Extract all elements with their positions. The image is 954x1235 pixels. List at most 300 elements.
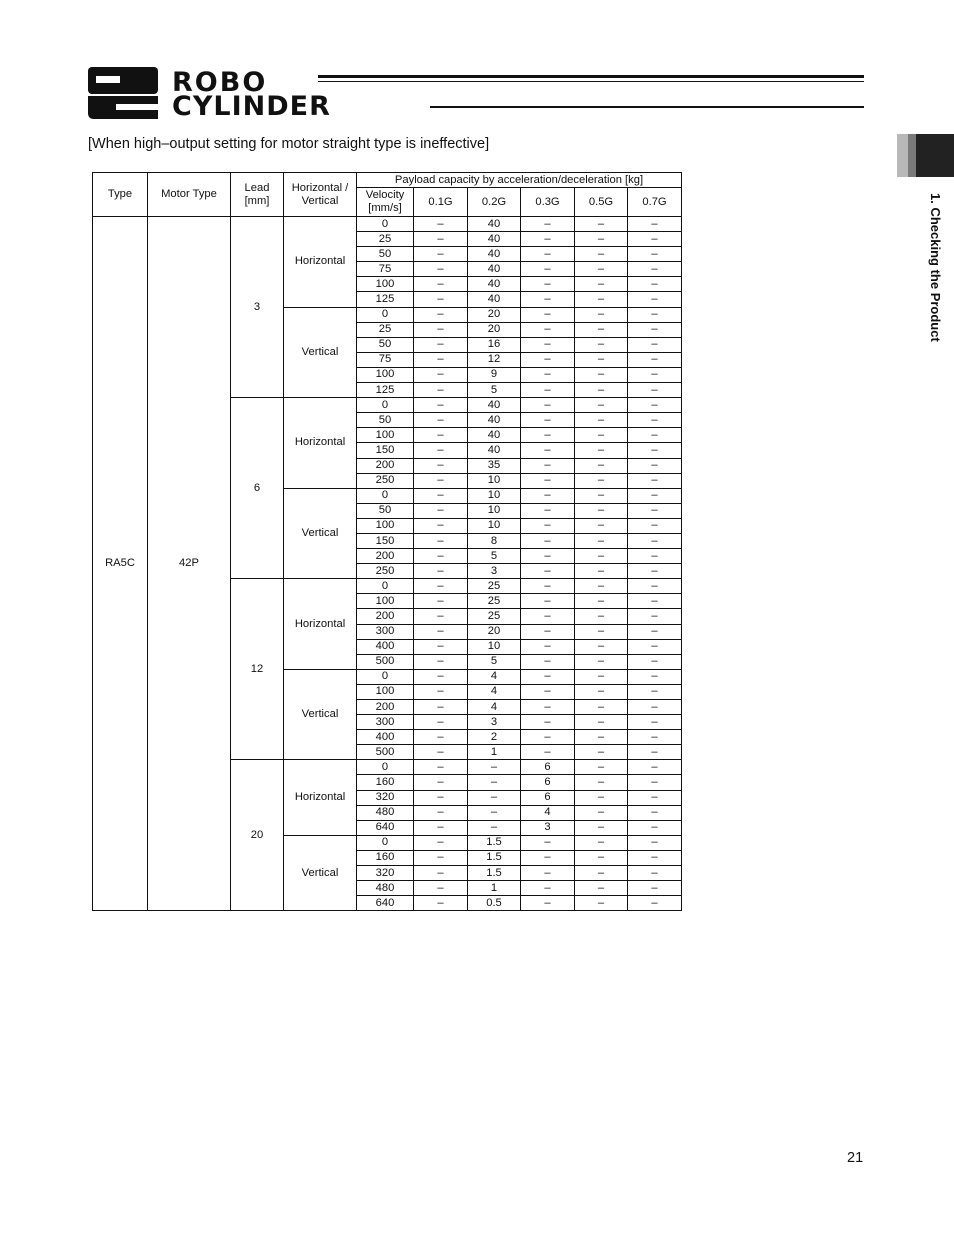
velocity-cell: 300 <box>357 624 414 639</box>
velocity-cell: 0 <box>357 398 414 413</box>
payload-cell: 40 <box>468 413 521 428</box>
velocity-cell: 200 <box>357 700 414 715</box>
payload-cell: – <box>521 277 575 292</box>
payload-cell: – <box>414 398 468 413</box>
payload-cell: – <box>414 352 468 367</box>
payload-cell: – <box>521 443 575 458</box>
payload-cell: – <box>628 624 682 639</box>
payload-cell: – <box>628 473 682 488</box>
payload-cell: – <box>414 533 468 548</box>
payload-cell: – <box>575 564 628 579</box>
velocity-cell: 320 <box>357 790 414 805</box>
payload-cell: – <box>414 443 468 458</box>
payload-cell: – <box>628 383 682 398</box>
payload-cell: – <box>521 564 575 579</box>
payload-cell: 10 <box>468 503 521 518</box>
payload-cell: – <box>575 367 628 382</box>
velocity-cell: 480 <box>357 881 414 896</box>
velocity-cell: 250 <box>357 473 414 488</box>
payload-cell: – <box>521 247 575 262</box>
payload-cell: – <box>521 383 575 398</box>
payload-cell: – <box>521 700 575 715</box>
payload-cell: – <box>414 896 468 911</box>
payload-cell: – <box>521 881 575 896</box>
payload-cell: – <box>628 594 682 609</box>
velocity-cell: 500 <box>357 745 414 760</box>
payload-cell: 1 <box>468 881 521 896</box>
orientation-cell: Horizontal <box>284 760 357 835</box>
payload-cell: – <box>628 247 682 262</box>
payload-cell: – <box>521 367 575 382</box>
payload-cell: 40 <box>468 232 521 247</box>
payload-cell: – <box>628 232 682 247</box>
payload-cell: – <box>414 292 468 307</box>
payload-cell: – <box>521 428 575 443</box>
payload-cell: – <box>521 684 575 699</box>
svg-text:CYLINDER: CYLINDER <box>172 91 331 122</box>
payload-cell: – <box>628 850 682 865</box>
payload-cell: – <box>414 850 468 865</box>
payload-cell: – <box>414 669 468 684</box>
velocity-cell: 200 <box>357 609 414 624</box>
payload-cell: 4 <box>521 805 575 820</box>
payload-cell: – <box>414 775 468 790</box>
payload-cell: – <box>575 277 628 292</box>
lead-cell: 12 <box>231 579 284 760</box>
header-rule-bottom <box>430 106 864 108</box>
payload-cell: – <box>628 337 682 352</box>
payload-cell: – <box>414 579 468 594</box>
header-accel: 0.3G <box>521 188 575 217</box>
table-body <box>93 217 682 911</box>
payload-cell: – <box>414 730 468 745</box>
payload-cell: 6 <box>521 760 575 775</box>
payload-cell: – <box>575 383 628 398</box>
payload-cell: – <box>628 730 682 745</box>
header-accel: 0.1G <box>414 188 468 217</box>
payload-cell: – <box>575 518 628 533</box>
payload-cell: 40 <box>468 443 521 458</box>
lead-cell: 20 <box>231 760 284 911</box>
payload-cell: – <box>521 639 575 654</box>
orientation-cell: Vertical <box>284 307 357 398</box>
payload-cell: 1.5 <box>468 850 521 865</box>
payload-table <box>92 172 682 911</box>
payload-cell: – <box>628 503 682 518</box>
payload-cell: – <box>521 866 575 881</box>
type-cell: RA5C <box>93 217 148 911</box>
payload-cell: 25 <box>468 609 521 624</box>
header-orientation: Horizontal / Vertical <box>284 173 357 217</box>
payload-cell: 9 <box>468 367 521 382</box>
payload-cell: – <box>575 247 628 262</box>
payload-cell: 25 <box>468 594 521 609</box>
payload-cell: – <box>414 805 468 820</box>
payload-cell: 3 <box>468 715 521 730</box>
payload-cell: – <box>575 428 628 443</box>
payload-cell: – <box>521 835 575 850</box>
payload-cell: – <box>521 292 575 307</box>
velocity-cell: 0 <box>357 669 414 684</box>
orientation-cell: Vertical <box>284 669 357 760</box>
payload-cell: – <box>414 337 468 352</box>
payload-cell: – <box>575 669 628 684</box>
payload-cell: – <box>628 458 682 473</box>
payload-cell: – <box>521 503 575 518</box>
orientation-cell: Horizontal <box>284 398 357 489</box>
payload-cell: – <box>468 775 521 790</box>
payload-cell: – <box>628 398 682 413</box>
orientation-cell: Horizontal <box>284 217 357 308</box>
payload-cell: – <box>521 609 575 624</box>
payload-cell: – <box>521 458 575 473</box>
payload-cell: – <box>414 684 468 699</box>
velocity-cell: 50 <box>357 337 414 352</box>
payload-cell: – <box>575 503 628 518</box>
velocity-cell: 100 <box>357 277 414 292</box>
orientation-cell: Vertical <box>284 488 357 579</box>
payload-cell: 5 <box>468 549 521 564</box>
payload-cell: – <box>521 730 575 745</box>
velocity-cell: 0 <box>357 579 414 594</box>
payload-cell: – <box>628 579 682 594</box>
payload-cell: – <box>628 549 682 564</box>
payload-cell: – <box>575 850 628 865</box>
velocity-cell: 100 <box>357 518 414 533</box>
payload-cell: – <box>468 805 521 820</box>
payload-cell: – <box>521 337 575 352</box>
chapter-label: 1. Checking the Product <box>928 193 943 342</box>
header-rule-top <box>318 75 864 78</box>
velocity-cell: 0 <box>357 488 414 503</box>
velocity-cell: 400 <box>357 639 414 654</box>
payload-cell: – <box>628 639 682 654</box>
payload-cell: – <box>521 322 575 337</box>
payload-cell: 16 <box>468 337 521 352</box>
velocity-cell: 25 <box>357 322 414 337</box>
payload-cell: – <box>521 232 575 247</box>
payload-cell: – <box>575 352 628 367</box>
payload-cell: – <box>521 654 575 669</box>
payload-cell: – <box>628 760 682 775</box>
payload-cell: – <box>521 352 575 367</box>
payload-cell: 4 <box>468 684 521 699</box>
payload-cell: – <box>521 669 575 684</box>
payload-cell: – <box>575 533 628 548</box>
payload-cell: – <box>414 277 468 292</box>
payload-cell: – <box>414 564 468 579</box>
payload-cell: – <box>575 549 628 564</box>
payload-cell: – <box>575 896 628 911</box>
payload-cell: – <box>628 775 682 790</box>
payload-cell: – <box>575 443 628 458</box>
payload-cell: – <box>575 881 628 896</box>
payload-cell: – <box>414 639 468 654</box>
velocity-cell: 25 <box>357 232 414 247</box>
header-motor-type: Motor Type <box>148 173 231 217</box>
payload-cell: – <box>628 518 682 533</box>
orientation-cell: Vertical <box>284 835 357 910</box>
header-rule-middle <box>318 81 864 82</box>
header-payload-group: Payload capacity by acceleration/deceleration [kg] <box>357 173 682 188</box>
payload-cell: – <box>521 745 575 760</box>
payload-cell: – <box>468 820 521 835</box>
velocity-cell: 75 <box>357 352 414 367</box>
payload-cell: – <box>575 217 628 232</box>
payload-cell: – <box>628 820 682 835</box>
payload-cell: – <box>628 609 682 624</box>
payload-cell: 1 <box>468 745 521 760</box>
payload-cell: – <box>628 881 682 896</box>
payload-cell: – <box>521 579 575 594</box>
payload-cell: – <box>575 473 628 488</box>
payload-cell: – <box>414 790 468 805</box>
payload-cell: – <box>628 533 682 548</box>
payload-cell: – <box>414 217 468 232</box>
velocity-cell: 150 <box>357 533 414 548</box>
velocity-cell: 100 <box>357 594 414 609</box>
payload-cell: 20 <box>468 307 521 322</box>
payload-cell: – <box>575 337 628 352</box>
payload-cell: – <box>628 896 682 911</box>
payload-cell: – <box>628 322 682 337</box>
velocity-cell: 500 <box>357 654 414 669</box>
payload-cell: – <box>575 639 628 654</box>
header-accel: 0.2G <box>468 188 521 217</box>
payload-cell: – <box>414 232 468 247</box>
payload-cell: – <box>628 835 682 850</box>
velocity-cell: 640 <box>357 820 414 835</box>
velocity-cell: 100 <box>357 367 414 382</box>
payload-cell: – <box>414 247 468 262</box>
payload-cell: 25 <box>468 579 521 594</box>
payload-cell: 4 <box>468 669 521 684</box>
velocity-cell: 125 <box>357 383 414 398</box>
orientation-cell: Horizontal <box>284 579 357 670</box>
payload-cell: – <box>575 624 628 639</box>
payload-cell: 3 <box>521 820 575 835</box>
payload-cell: – <box>575 866 628 881</box>
payload-cell: – <box>414 307 468 322</box>
payload-cell: – <box>628 805 682 820</box>
payload-cell: 4 <box>468 700 521 715</box>
payload-cell: – <box>521 262 575 277</box>
payload-cell: – <box>414 700 468 715</box>
payload-cell: – <box>575 760 628 775</box>
payload-cell: – <box>628 564 682 579</box>
payload-cell: – <box>414 428 468 443</box>
payload-cell: 40 <box>468 247 521 262</box>
header-velocity: Velocity [mm/s] <box>357 188 414 217</box>
payload-cell: 1.5 <box>468 866 521 881</box>
payload-cell: – <box>414 458 468 473</box>
payload-cell: – <box>628 292 682 307</box>
header-type: Type <box>93 173 148 217</box>
payload-cell: – <box>575 594 628 609</box>
velocity-cell: 50 <box>357 503 414 518</box>
payload-cell: – <box>521 217 575 232</box>
payload-cell: – <box>628 443 682 458</box>
header-accel: 0.5G <box>575 188 628 217</box>
payload-cell: 35 <box>468 458 521 473</box>
payload-cell: 8 <box>468 533 521 548</box>
table-row <box>93 217 682 232</box>
payload-cell: – <box>575 307 628 322</box>
payload-cell: – <box>575 715 628 730</box>
payload-cell: – <box>628 277 682 292</box>
payload-cell: – <box>575 820 628 835</box>
payload-cell: – <box>628 790 682 805</box>
payload-cell: – <box>575 458 628 473</box>
payload-cell: 10 <box>468 639 521 654</box>
payload-cell: 3 <box>468 564 521 579</box>
velocity-cell: 200 <box>357 458 414 473</box>
velocity-cell: 250 <box>357 564 414 579</box>
chapter-tab <box>897 134 954 177</box>
payload-cell: – <box>414 594 468 609</box>
payload-cell: – <box>414 518 468 533</box>
payload-cell: – <box>575 232 628 247</box>
velocity-cell: 100 <box>357 684 414 699</box>
payload-cell: – <box>575 609 628 624</box>
payload-cell: – <box>521 549 575 564</box>
payload-cell: 10 <box>468 488 521 503</box>
velocity-cell: 300 <box>357 715 414 730</box>
payload-cell: – <box>521 413 575 428</box>
payload-cell: 5 <box>468 383 521 398</box>
payload-cell: 10 <box>468 518 521 533</box>
payload-cell: – <box>575 488 628 503</box>
payload-cell: – <box>414 866 468 881</box>
lead-cell: 3 <box>231 217 284 398</box>
velocity-cell: 640 <box>357 896 414 911</box>
payload-cell: 40 <box>468 428 521 443</box>
velocity-cell: 160 <box>357 850 414 865</box>
velocity-cell: 400 <box>357 730 414 745</box>
payload-cell: – <box>575 262 628 277</box>
payload-cell: – <box>521 307 575 322</box>
payload-cell: 40 <box>468 398 521 413</box>
payload-cell: 2 <box>468 730 521 745</box>
velocity-cell: 0 <box>357 835 414 850</box>
payload-cell: – <box>414 624 468 639</box>
payload-cell: – <box>521 398 575 413</box>
payload-cell: 20 <box>468 322 521 337</box>
payload-cell: – <box>414 549 468 564</box>
payload-cell: – <box>628 715 682 730</box>
velocity-cell: 0 <box>357 217 414 232</box>
payload-cell: – <box>628 367 682 382</box>
svg-text:ROBO: ROBO <box>172 67 268 98</box>
velocity-cell: 0 <box>357 307 414 322</box>
payload-cell: – <box>575 654 628 669</box>
payload-cell: – <box>575 684 628 699</box>
payload-cell: – <box>628 669 682 684</box>
header-lead: Lead [mm] <box>231 173 284 217</box>
lead-cell: 6 <box>231 398 284 579</box>
velocity-cell: 200 <box>357 549 414 564</box>
payload-cell: – <box>414 413 468 428</box>
payload-cell: – <box>521 624 575 639</box>
payload-cell: – <box>521 850 575 865</box>
payload-cell: – <box>575 805 628 820</box>
payload-cell: – <box>414 745 468 760</box>
payload-cell: 40 <box>468 277 521 292</box>
velocity-cell: 75 <box>357 262 414 277</box>
payload-cell: 10 <box>468 473 521 488</box>
payload-cell: – <box>575 413 628 428</box>
payload-cell: 20 <box>468 624 521 639</box>
payload-cell: – <box>628 352 682 367</box>
payload-cell: – <box>521 488 575 503</box>
velocity-cell: 50 <box>357 247 414 262</box>
payload-cell: – <box>575 790 628 805</box>
payload-cell: – <box>521 715 575 730</box>
payload-cell: – <box>521 473 575 488</box>
payload-cell: – <box>575 398 628 413</box>
payload-cell: – <box>628 866 682 881</box>
payload-cell: – <box>575 835 628 850</box>
payload-cell: – <box>575 730 628 745</box>
header-accel: 0.7G <box>628 188 682 217</box>
velocity-cell: 160 <box>357 775 414 790</box>
payload-cell: 5 <box>468 654 521 669</box>
payload-cell: – <box>414 503 468 518</box>
payload-cell: – <box>414 488 468 503</box>
velocity-cell: 320 <box>357 866 414 881</box>
payload-cell: – <box>575 322 628 337</box>
payload-cell: – <box>575 745 628 760</box>
payload-cell: 40 <box>468 262 521 277</box>
payload-cell: 6 <box>521 775 575 790</box>
payload-cell: – <box>521 533 575 548</box>
payload-cell: – <box>468 790 521 805</box>
payload-cell: 40 <box>468 292 521 307</box>
payload-cell: – <box>414 473 468 488</box>
payload-cell: 12 <box>468 352 521 367</box>
payload-cell: – <box>414 835 468 850</box>
payload-cell: 6 <box>521 790 575 805</box>
payload-cell: – <box>468 760 521 775</box>
payload-cell: – <box>628 428 682 443</box>
payload-cell: – <box>628 488 682 503</box>
payload-cell: – <box>414 609 468 624</box>
payload-cell: 1.5 <box>468 835 521 850</box>
table-caption: [When high–output setting for motor straight type is ineffective] <box>88 136 490 152</box>
payload-cell: 40 <box>468 217 521 232</box>
velocity-cell: 150 <box>357 443 414 458</box>
payload-cell: – <box>575 579 628 594</box>
payload-cell: – <box>628 262 682 277</box>
payload-cell: – <box>414 760 468 775</box>
velocity-cell: 480 <box>357 805 414 820</box>
payload-cell: – <box>628 217 682 232</box>
payload-cell: – <box>414 383 468 398</box>
payload-cell: – <box>414 820 468 835</box>
payload-cell: 0.5 <box>468 896 521 911</box>
payload-cell: – <box>521 518 575 533</box>
payload-cell: – <box>628 413 682 428</box>
payload-cell: – <box>628 307 682 322</box>
payload-cell: – <box>628 700 682 715</box>
payload-cell: – <box>628 745 682 760</box>
payload-cell: – <box>575 292 628 307</box>
payload-cell: – <box>414 881 468 896</box>
velocity-cell: 50 <box>357 413 414 428</box>
page-number: 21 <box>847 1150 864 1166</box>
payload-cell: – <box>521 594 575 609</box>
payload-cell: – <box>575 700 628 715</box>
